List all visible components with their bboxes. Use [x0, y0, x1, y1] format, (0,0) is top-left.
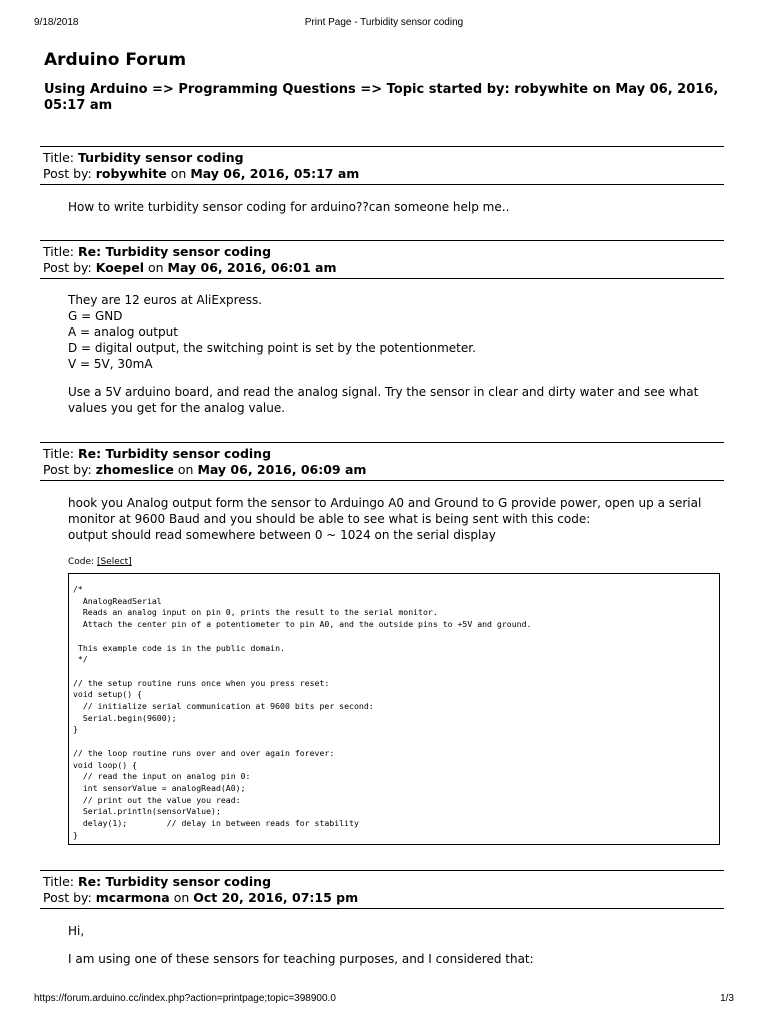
- post-header-2: [40, 240, 724, 279]
- print-date: 9/18/2018: [34, 17, 79, 28]
- post-meta-row: Post by: robywhite on May 06, 2016, 05:17 am: [43, 166, 360, 181]
- post-author: robywhite: [95, 166, 167, 181]
- post-title-row: Title: Turbidity sensor coding: [43, 150, 244, 165]
- print-page-title: Print Page - Turbidity sensor coding: [304, 17, 464, 28]
- post-paragraph: They are 12 euros at AliExpress. G = GND A = analog output D = digital output, the switching point is set by the potentionmeter. V = 5V, 30mA: [68, 293, 476, 371]
- post-title: Re: Turbidity sensor coding: [77, 446, 272, 461]
- post-paragraph: Use a 5V arduino board, and read the analog signal. Try the sensor in clear and dirty water and see what values you get for the analog value.: [68, 385, 699, 415]
- post-header-3: [40, 442, 724, 481]
- post-paragraph: I am using one of these sensors for teaching purposes, and I considered that:: [68, 952, 534, 966]
- print-page-number: 1/3: [720, 993, 734, 1004]
- select-code-link[interactable]: [Select]: [96, 557, 132, 567]
- forum-title: Arduino Forum: [44, 50, 187, 70]
- post-author: zhomeslice: [95, 462, 174, 477]
- post-title: Turbidity sensor coding: [77, 150, 244, 165]
- post-date: May 06, 2016, 06:09 am: [197, 462, 367, 477]
- code-label: Code: [Select]: [68, 557, 132, 567]
- post-paragraph: hook you Analog output form the sensor to Arduingo A0 and Ground to G provide power, open up a serial monitor at 9600 Baud and you should be able to see what is being sent with this code: output should read somewhere between 0 ~ 1024 on the serial display: [68, 496, 702, 542]
- post-meta-row: Post by: zhomeslice on May 06, 2016, 06:09 am: [43, 462, 367, 477]
- post-body-4: [68, 923, 728, 979]
- code-text: /* AnalogReadSerial Reads an analog input on pin 0, prints the result to the serial monitor. Attach the center pin of a potentiometer to pin A0, and the outside pins to +5V and ground. This example code is in the public domain. */ // the setup routine runs once when you press reset: void setup() { // initialize serial communication at 9600 bits per second: Serial.begin(9600); } // the loop routine runs over and over again forever: void loop() { // read the input on analog pin 0: int sensorValue = analogRead(A0); // print out the value you read: Serial.println(sensorValue); delay(1); // delay in between reads for stability }: [73, 584, 532, 840]
- print-url: https://forum.arduino.cc/index.php?action=printpage;topic=398900.0: [34, 993, 336, 1004]
- post-author: Koepel: [95, 260, 144, 275]
- print-header: [34, 17, 734, 31]
- post-body-1: [68, 199, 728, 227]
- post-paragraph: How to write turbidity sensor coding for arduino??can someone help me..: [68, 200, 510, 214]
- post-meta-row: Post by: Koepel on May 06, 2016, 06:01 am: [43, 260, 337, 275]
- post-date: May 06, 2016, 06:01 am: [167, 260, 337, 275]
- post-date: May 06, 2016, 05:17 am: [190, 166, 360, 181]
- post-meta-row: Post by: mcarmona on Oct 20, 2016, 07:15 pm: [43, 890, 359, 905]
- post-title: Re: Turbidity sensor coding: [77, 244, 272, 259]
- post-title-row: Title: Re: Turbidity sensor coding: [43, 244, 272, 259]
- post-title-row: Title: Re: Turbidity sensor coding: [43, 874, 272, 889]
- code-block: [68, 573, 720, 845]
- post-title-row: Title: Re: Turbidity sensor coding: [43, 446, 272, 461]
- post-date: Oct 20, 2016, 07:15 pm: [193, 890, 359, 905]
- post-body-2: [68, 292, 728, 428]
- print-footer: [34, 993, 734, 1007]
- post-body-3: [68, 495, 728, 555]
- post-paragraph: Hi,: [68, 924, 85, 938]
- post-title: Re: Turbidity sensor coding: [77, 874, 272, 889]
- post-header-1: [40, 146, 724, 185]
- post-author: mcarmona: [95, 890, 170, 905]
- breadcrumb: Using Arduino => Programming Questions => Topic started by: robywhite on May 06, 2016, 05:17 am: [44, 82, 719, 113]
- post-header-4: [40, 870, 724, 909]
